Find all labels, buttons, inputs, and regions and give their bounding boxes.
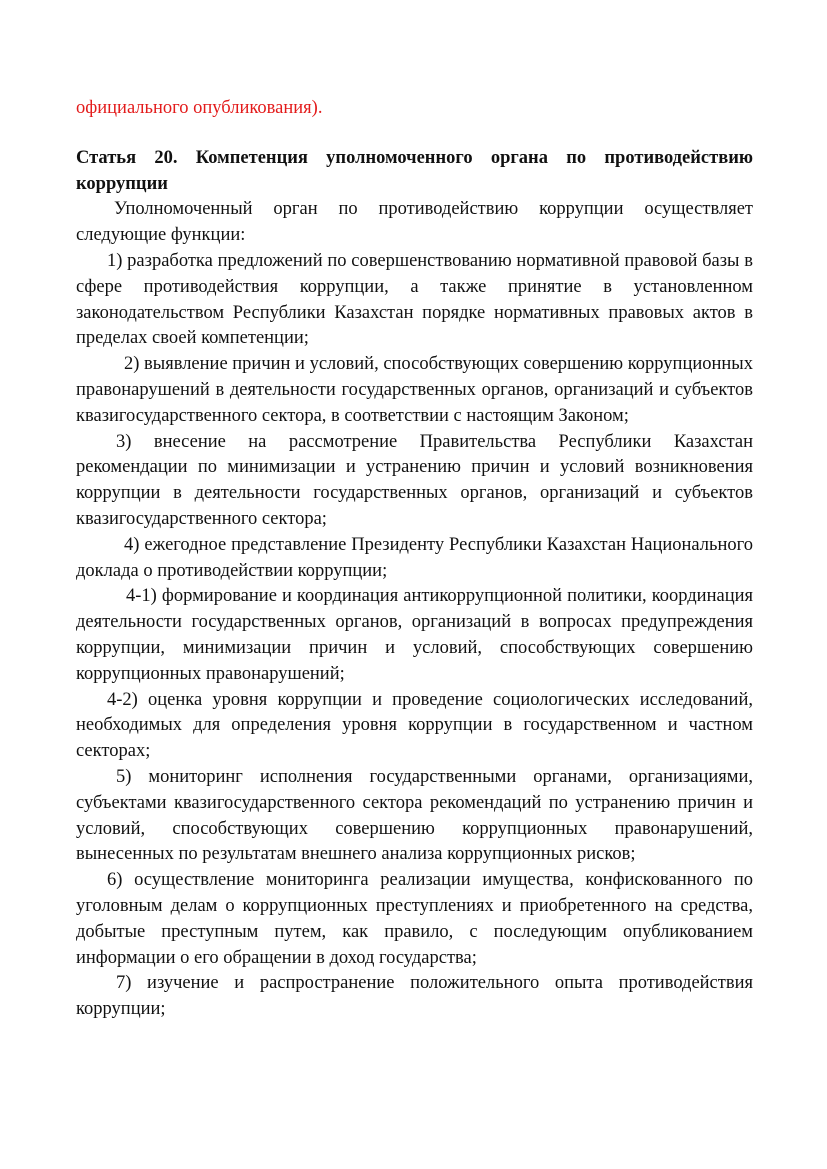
article-item-6: 6) осуществление мониторинга реализации имущества, конфискованного по уголовным делам о коррупционных преступлениях и приобретенного на средства, добытые преступным путем, как правило, с последующим опубликованием информации о его обращении в доход государства; xyxy=(76,870,753,968)
article-item-5: 5) мониторинг исполнения государственными органами, организациями, субъектами квазигосударственного сектора рекомендаций по устранению причин и условий, способствующих совершению коррупционных правонарушений, вынесенных по результатам внешнего анализа коррупционных рисков; xyxy=(76,766,753,865)
article-item-4-2: 4-2) оценка уровня коррупции и проведение социологических исследований, необходимых для определения уровня коррупции в государственном и частном секторах; xyxy=(76,689,753,762)
article-title: Статья 20. Компетенция уполномоченного органа по противодействию коррупции xyxy=(76,147,753,194)
article-item-4-1: 4-1) формирование и координация антикоррупционной политики, координация деятельности государственных органов, организаций в вопросах предупреждения коррупции, минимизации причин и условий, способствующих совершению коррупционных правонарушений; xyxy=(76,586,753,684)
article-intro: Уполномоченный орган по противодействию коррупции осуществляет следующие функции: xyxy=(76,199,753,246)
article-item-1: 1) разработка предложений по совершенствованию нормативной правовой базы в сфере противодействия коррупции, а также принятие в установленном законодательством Республики Казахстан порядке нормативных правовых актов в пределах своей компетенции; xyxy=(76,250,753,349)
article-item-4: 4) ежегодное представление Президенту Республики Казахстан Национального доклада о противодействии коррупции; xyxy=(76,534,753,581)
publication-note: официального опубликования). xyxy=(76,98,323,118)
article-item-3: 3) внесение на рассмотрение Правительства Республики Казахстан рекомендации по минимизации и устранению причин и условий возникновения коррупции в деятельности государственных органов, организаций и субъектов квазигосударственного сектора; xyxy=(76,431,753,529)
article-item-2: 2) выявление причин и условий, способствующих совершению коррупционных правонарушений в деятельности государственных органов, организаций и субъектов квазигосударственного сектора, в соответствии с настоящим Законом; xyxy=(76,354,753,426)
article-item-7: 7) изучение и распространение положительного опыта противодействия коррупции; xyxy=(76,973,753,1020)
document-content xyxy=(76,96,753,1023)
